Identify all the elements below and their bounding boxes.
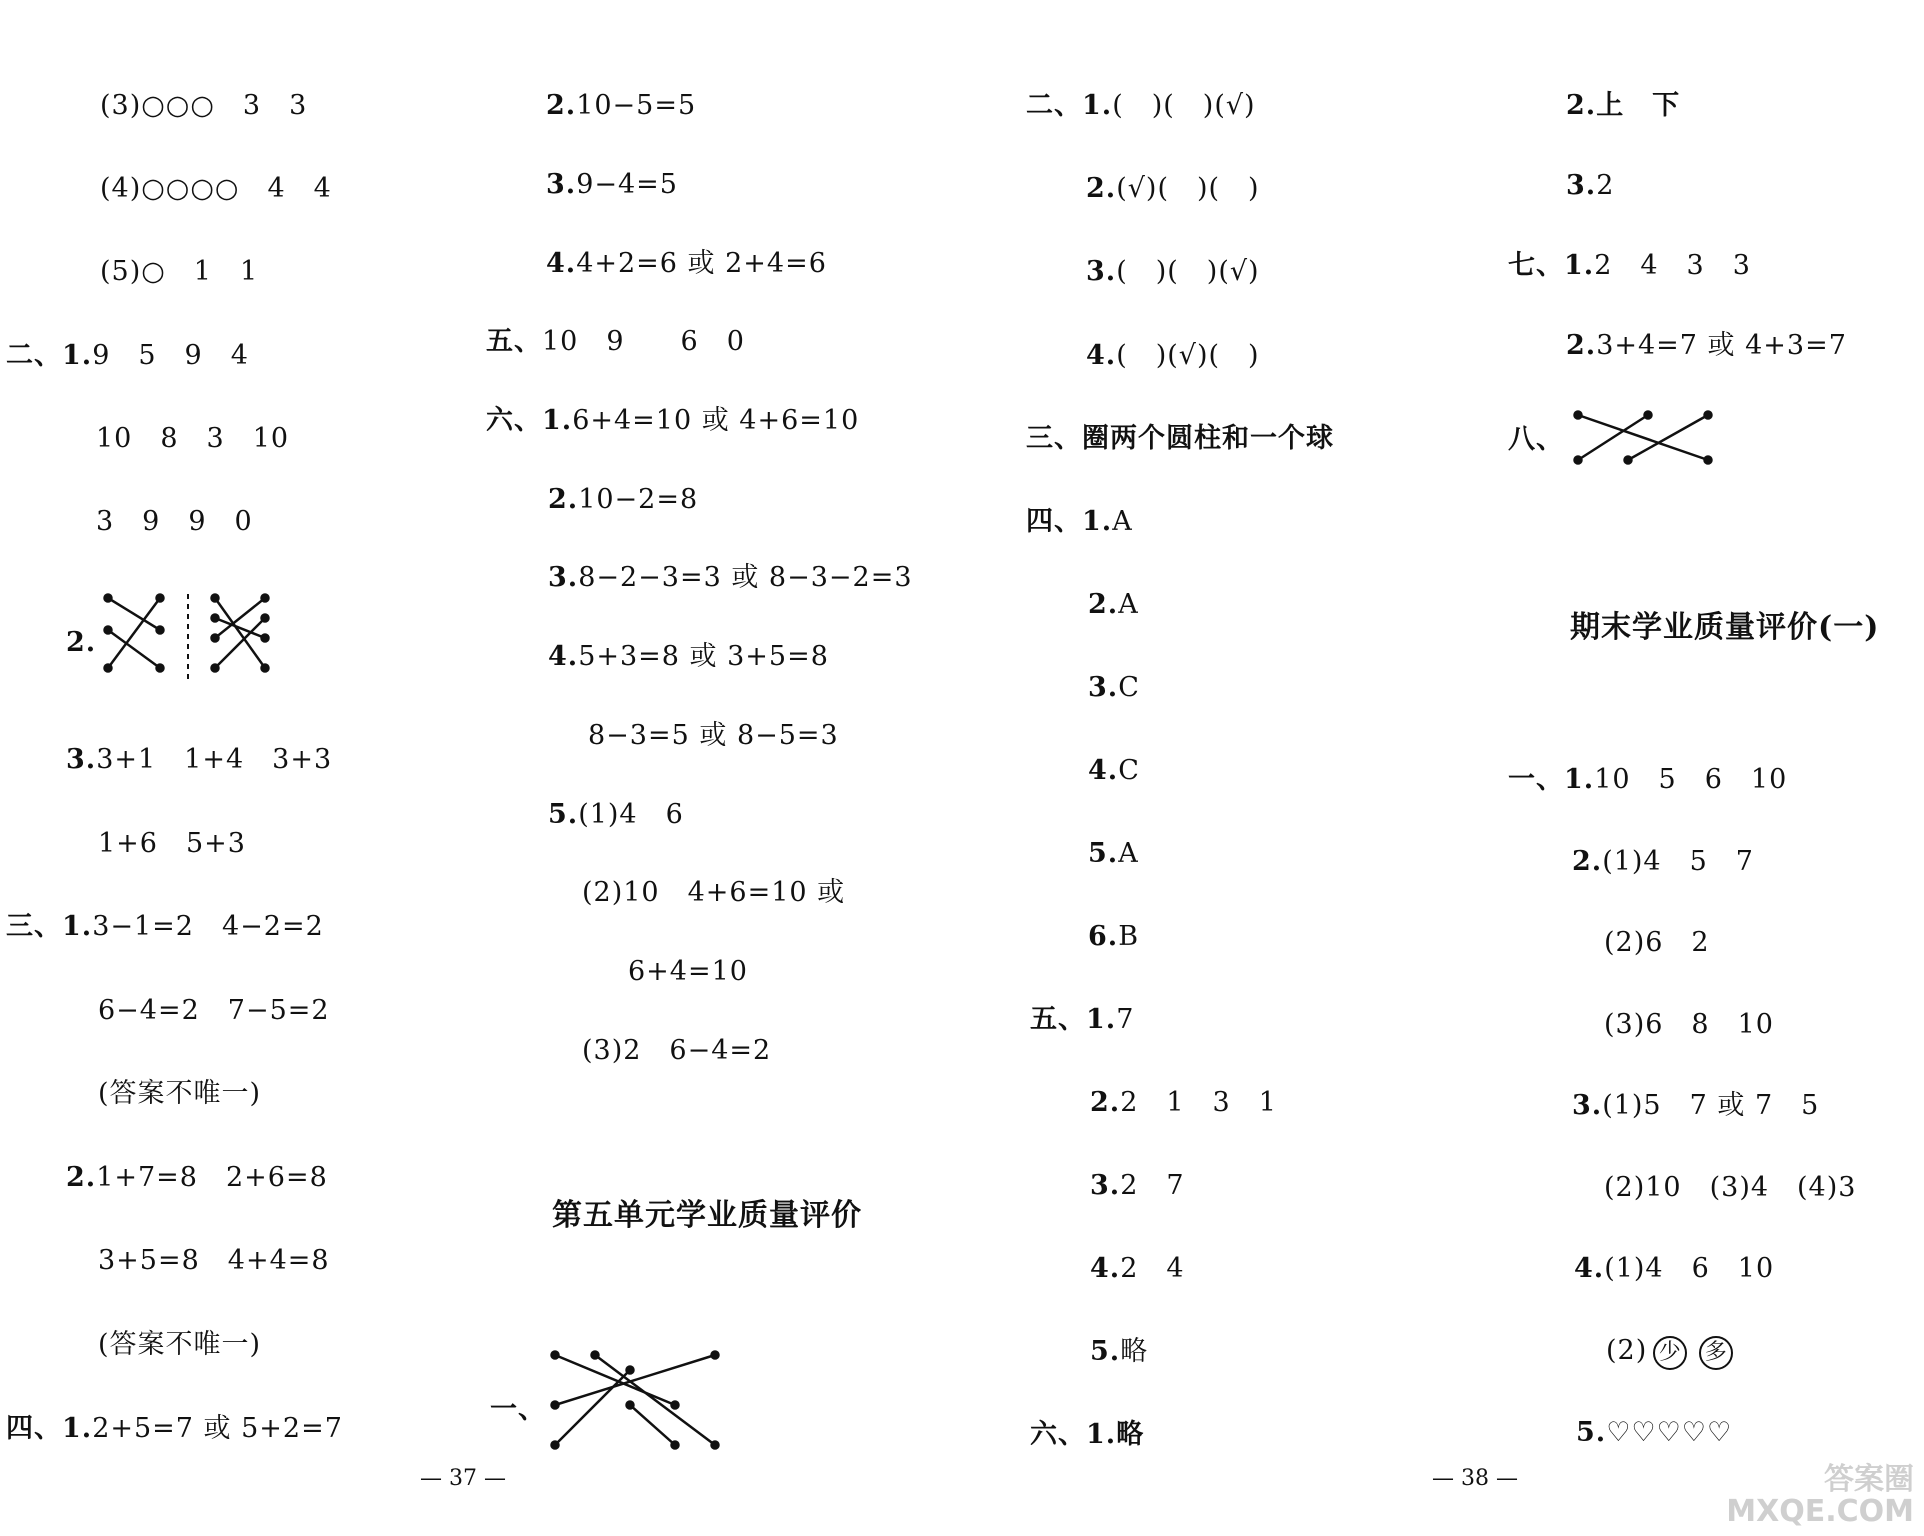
heart-icons: ♡♡♡♡♡	[1606, 1417, 1733, 1448]
answer-line: 3.(1)5 7 或 7 5	[1572, 1090, 1820, 1121]
answer-line: 3.8−2−3=3 或 8−3−2=3	[548, 562, 913, 593]
section-7-line: 七、1.2 4 3 3	[1508, 250, 1751, 281]
question-number: 一、	[490, 1394, 546, 1425]
circled-answer: 少	[1653, 1336, 1687, 1370]
answer-line: (2)10 (3)4 (4)3	[1604, 1172, 1857, 1203]
page-number: — 37 —	[420, 1466, 506, 1491]
section-8-line: 八、	[1508, 424, 1564, 455]
answer-line: (2) 少 多	[1606, 1333, 1739, 1370]
answer-line: 5.♡♡♡♡♡	[1576, 1417, 1733, 1448]
answer-line: 4.4+2=6 或 2+4=6	[546, 248, 827, 279]
answer-line: 2.3+4=7 或 4+3=7	[1566, 330, 1847, 361]
watermark: 答案圈 MXQE.COM	[1726, 1462, 1914, 1529]
answer-line: 2.1+7=8 2+6=8	[66, 1162, 328, 1193]
page-number: — 38 —	[1432, 1466, 1518, 1491]
answer-line: (3)○○○ 3 3	[100, 90, 308, 121]
section-5-line: 五、1.7	[1030, 1004, 1135, 1035]
section-3-line: 三、1.3−1=2 4−2=2	[6, 911, 324, 942]
answer-line: 8−3=5 或 8−5=3	[588, 720, 839, 751]
answer-line: 4.2 4	[1090, 1253, 1185, 1284]
answer-line: 2.(1)4 5 7	[1572, 846, 1754, 877]
answer-line: 3 9 9 0	[96, 506, 253, 537]
answer-line: 4.C	[1088, 755, 1140, 786]
section-number: 二、1.	[6, 340, 93, 371]
answer-line: 5.略	[1090, 1336, 1149, 1367]
section-6-line: 六、1.6+4=10 或 4+6=10	[486, 405, 860, 436]
answer-line: 10 8 3 10	[96, 423, 290, 454]
answer-line: 3.9−4=5	[546, 169, 678, 200]
answer-line: 1+6 5+3	[98, 828, 246, 859]
answer-line: 5.A	[1088, 838, 1139, 869]
section-6-line: 六、1.略	[1030, 1419, 1145, 1450]
answer-line: 4.(1)4 6 10	[1574, 1253, 1775, 1284]
section-4-line: 四、1.2+5=7 或 5+2=7	[6, 1413, 343, 1444]
answer-line: 6.B	[1088, 921, 1140, 952]
matching-diagram	[100, 590, 280, 690]
answer-line: 3.2 7	[1090, 1170, 1185, 1201]
answer-line: 3.3+1 1+4 3+3	[66, 744, 333, 775]
answer-text: 9 5 9 4	[92, 340, 249, 371]
answer-line: 2.A	[1088, 589, 1139, 620]
answer-line: 6+4=10	[628, 956, 748, 987]
section-heading: 期末学业质量评价(一)	[1570, 610, 1880, 645]
question-number: 2.	[66, 627, 97, 658]
answer-line: 2.2 1 3 1	[1090, 1087, 1277, 1118]
answer-line: (4)○○○○ 4 4	[100, 173, 332, 204]
answer-line: 4.( )(√)( )	[1086, 340, 1260, 371]
answer-line: (5)○ 1 1	[100, 256, 259, 287]
matching-diagram	[1568, 405, 1718, 470]
section-1-line: 一、1.10 5 6 10	[1508, 764, 1788, 795]
section-5-line: 五、10 9 6 0	[486, 326, 745, 357]
answer-line: 3.2	[1566, 170, 1615, 201]
answer-line: 5.(1)4 6	[548, 799, 684, 830]
answer-line: (2)6 2	[1604, 927, 1710, 958]
page-38	[962, 0, 1924, 1536]
matching-diagram	[545, 1345, 725, 1455]
section-3-line: 三、圈两个圆柱和一个球	[1026, 423, 1334, 454]
answer-line: 2.10−5=5	[546, 90, 697, 121]
section-2-line	[6, 338, 249, 374]
answer-line: 6−4=2 7−5=2	[98, 995, 330, 1026]
answer-line: 2.(√)( )( )	[1086, 173, 1260, 204]
note-line: (答案不唯一)	[98, 1329, 262, 1360]
answer-line: 4.5+3=8 或 3+5=8	[548, 641, 829, 672]
answer-line: 2.上 下	[1566, 90, 1681, 121]
answer-line: 2.10−2=8	[548, 484, 699, 515]
answer-line: (2)10 4+6=10 或	[582, 877, 846, 908]
section-4-line: 四、1.A	[1026, 506, 1133, 537]
answer-line: 3+5=8 4+4=8	[98, 1245, 330, 1276]
answer-line: (3)6 8 10	[1604, 1009, 1774, 1040]
circled-answer: 多	[1699, 1336, 1733, 1370]
note-line: (答案不唯一)	[98, 1078, 262, 1109]
section-2-line: 二、1.( )( )(√)	[1026, 90, 1256, 121]
answer-line: 3.C	[1088, 672, 1140, 703]
answer-line: (3)2 6−4=2	[582, 1035, 772, 1066]
answer-line: 3.( )( )(√)	[1086, 256, 1260, 287]
section-heading: 第五单元学业质量评价	[552, 1198, 862, 1233]
